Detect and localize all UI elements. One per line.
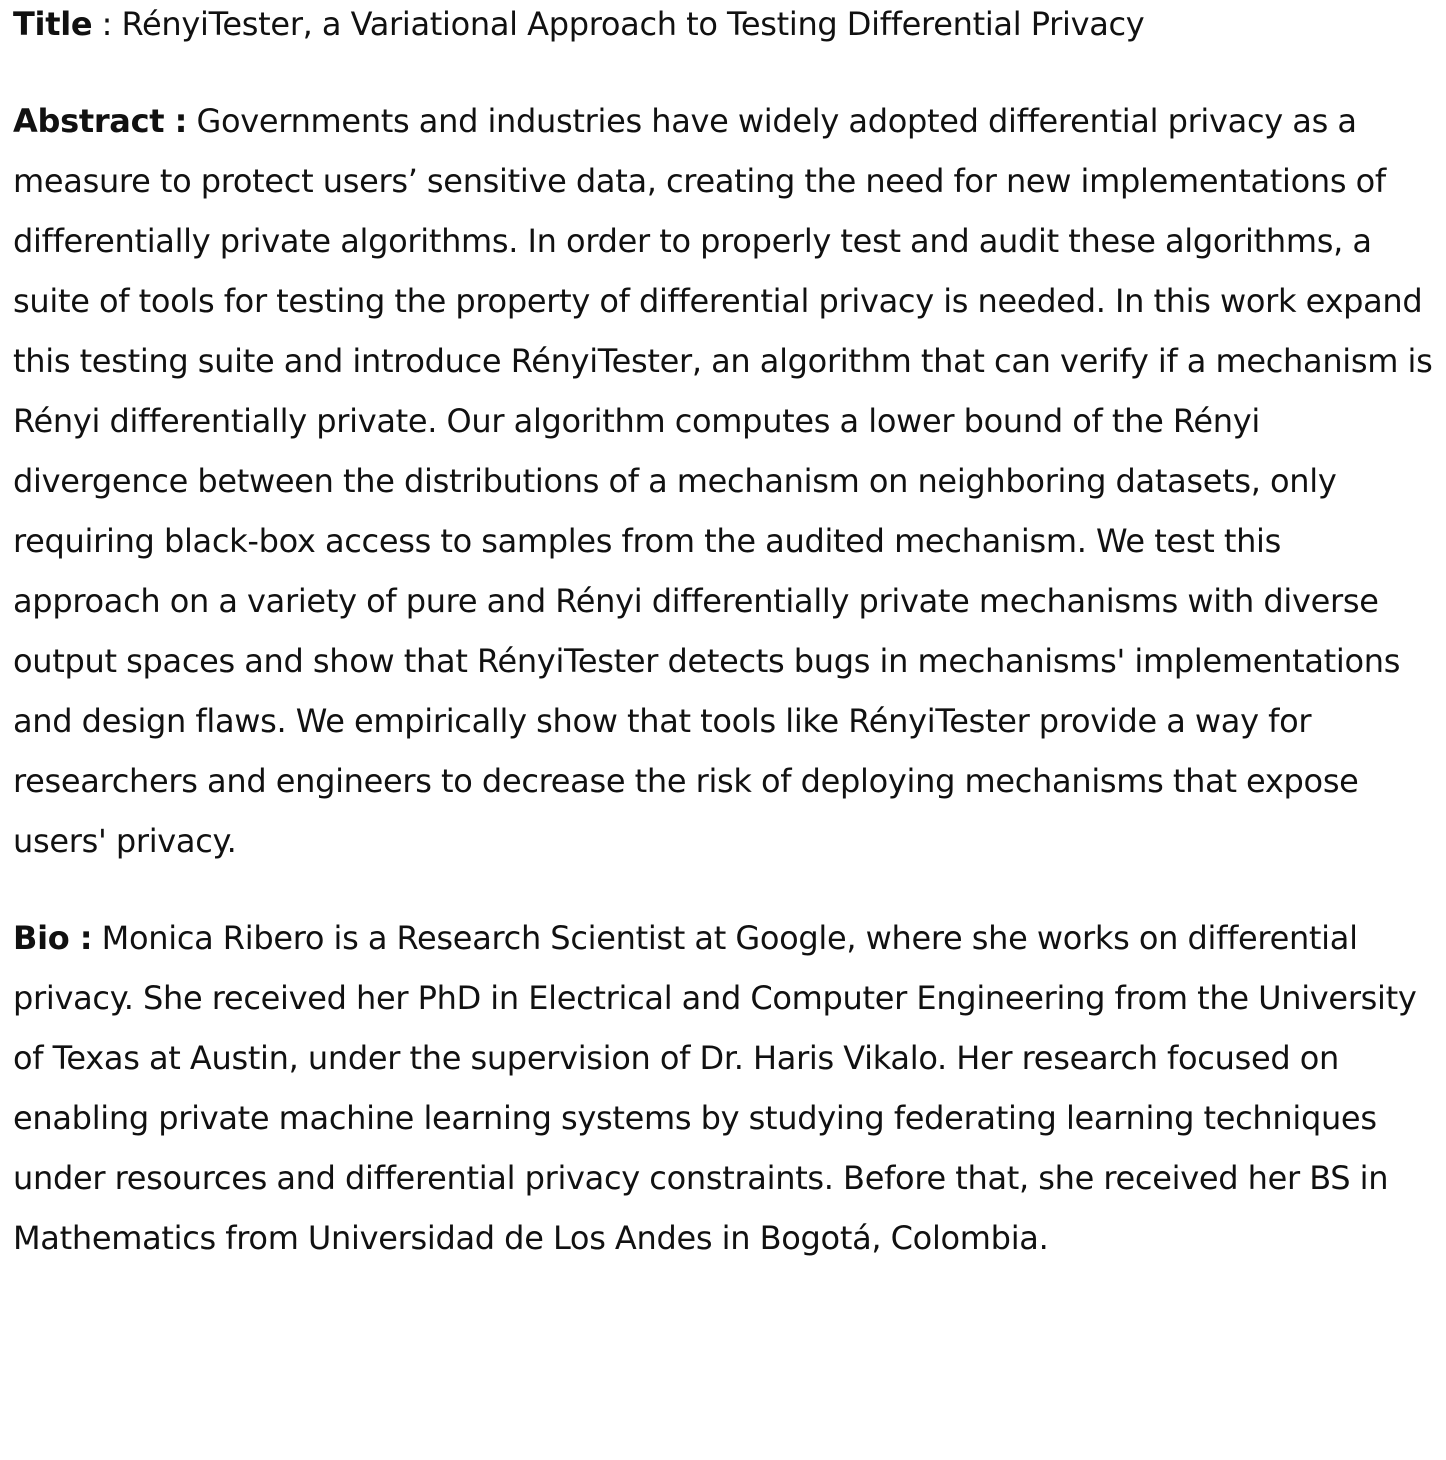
- title-section: [13, 0, 1434, 54]
- bio-label: Bio :: [13, 919, 93, 957]
- title-label: Title: [13, 5, 93, 43]
- bio-section: [13, 908, 1434, 1268]
- talk-title: RényiTester, a Variational Approach to Testing Differential Privacy: [121, 5, 1145, 43]
- title-separator: :: [92, 5, 122, 43]
- abstract-section: [13, 91, 1434, 871]
- bio-text: Monica Ribero is a Research Scientist at Google, where she works on differential privacy. She received her PhD in Electrical and Computer Engineering from the University of Texas at Austin, under the supervision of Dr. Haris Vikalo. Her research focused on enabling private machine learning systems by studying federating learning techniques under resources and differential privacy constraints. Before that, she received her BS in Mathematics from Universidad de Los Andes in Bogotá, Colombia.: [13, 919, 1417, 1257]
- abstract-text: Governments and industries have widely adopted differential privacy as a measure to protect users’ sensitive data, creating the need for new implementations of differentially private algorithms. In order to properly test and audit these algorithms, a suite of tools for testing the property of differential privacy is needed. In this work expand this testing suite and introduce RényiTester, an algorithm that can verify if a mechanism is Rényi differentially private. Our algorithm computes a lower bound of the Rényi divergence between the distributions of a mechanism on neighboring datasets, only requiring black-box access to samples from the audited mechanism. We test this approach on a variety of pure and Rényi differentially private mechanisms with diverse output spaces and show that RényiTester detects bugs in mechanisms' implementations and design flaws. We empirically show that tools like RényiTester provide a way for researchers and engineers to decrease the risk of deploying mechanisms that expose users' privacy.: [13, 102, 1433, 860]
- abstract-label: Abstract :: [13, 102, 188, 140]
